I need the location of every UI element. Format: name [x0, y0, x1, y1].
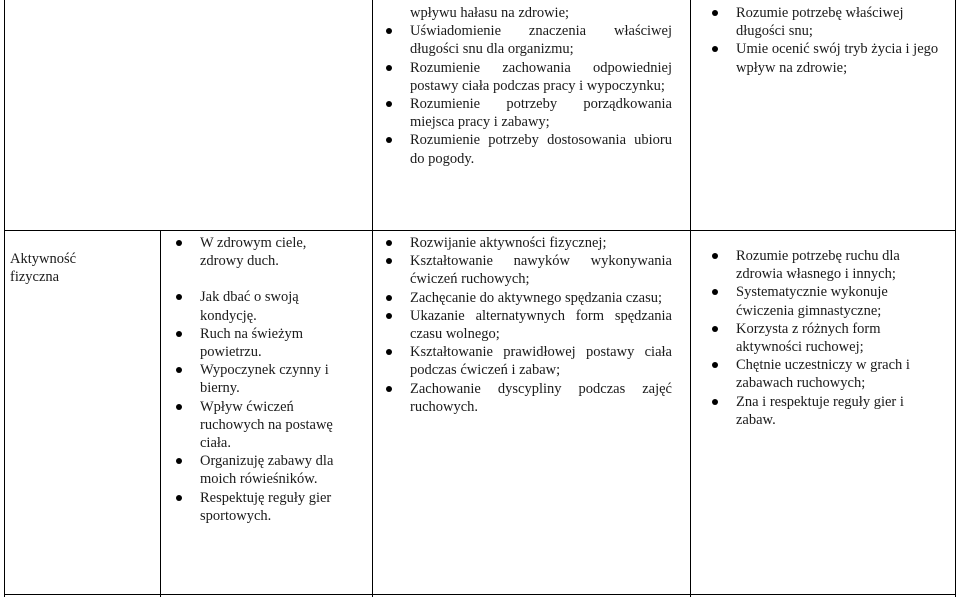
list-item: wpływu hałasu na zdrowie; — [410, 5, 570, 21]
topics-cell — [172, 234, 352, 525]
table-divider-2 — [372, 0, 373, 597]
list-item: Wypoczynek czynny i bierny. — [172, 361, 352, 397]
goals-cell — [382, 234, 672, 416]
list-item: Zachęcanie do aktywnego spędzania czasu; — [382, 289, 672, 307]
table-divider-3 — [690, 0, 691, 597]
top-goals-list — [382, 4, 672, 168]
topics-list — [172, 234, 352, 525]
top-outcomes-list — [708, 4, 940, 77]
list-item: Organizuję zabawy dla moich rówieśników. — [172, 452, 352, 488]
list-item: Rozwijanie aktywności fizycznej; — [382, 234, 672, 252]
row-separator — [4, 230, 956, 231]
list-item: Rozumienie potrzeby dostosowania ubioru do pogody. — [382, 131, 672, 167]
table-divider-1 — [160, 230, 161, 597]
list-item: W zdrowym ciele, zdrowy duch. — [172, 234, 352, 270]
list-item: Umie ocenić swój tryb życia i jego wpływ na zdrowie; — [708, 40, 940, 76]
outcomes-list — [708, 247, 923, 429]
list-item: Rozumie potrzebę ruchu dla zdrowia własnego i innych; — [708, 247, 923, 283]
top-outcomes-cell — [708, 4, 940, 77]
list-item: Korzysta z różnych form aktywności ruchowej; — [708, 320, 923, 356]
goals-list — [382, 234, 672, 416]
list-item: Uświadomienie znaczenia właściwej długości snu dla organizmu; — [382, 22, 672, 58]
list-item: Zna i respektuje reguły gier i zabaw. — [708, 393, 923, 429]
outcomes-cell — [708, 247, 923, 429]
table-border-right — [955, 0, 956, 597]
list-item: Wpływ ćwiczeń ruchowych na postawę ciała. — [172, 398, 352, 453]
list-item: Rozumienie zachowania odpowiedniej postawy ciała podczas pracy i wypoczynku; — [382, 59, 672, 95]
list-item: Jak dbać o swoją kondycję. — [172, 288, 352, 324]
list-item: Chętnie uczestniczy w grach i zabawach ruchowych; — [708, 356, 923, 392]
list-item: Ruch na świeżym powietrzu. — [172, 325, 352, 361]
table-border-left — [4, 0, 5, 597]
list-item: Systematycznie wykonuje ćwiczenia gimnastyczne; — [708, 283, 923, 319]
list-item: Zachowanie dyscypliny podczas zajęć ruchowych. — [382, 380, 672, 416]
list-item: Rozumie potrzebę właściwej długości snu; — [708, 4, 940, 40]
list-item: Kształtowanie nawyków wykonywania ćwiczeń ruchowych; — [382, 252, 672, 288]
table-border-bottom — [4, 594, 956, 595]
list-item: Respektuję reguły gier sportowych. — [172, 489, 352, 525]
list-item: Ukazanie alternatywnych form spędzania czasu wolnego; — [382, 307, 672, 343]
list-item: Kształtowanie prawidłowej postawy ciała podczas ćwiczeń i zabaw; — [382, 343, 672, 379]
top-goals-cell — [382, 4, 672, 168]
list-item: Rozumienie potrzeby porządkowania miejsca pracy i zabawy; — [382, 95, 672, 131]
area-label: Aktywność fizyczna — [10, 251, 77, 286]
